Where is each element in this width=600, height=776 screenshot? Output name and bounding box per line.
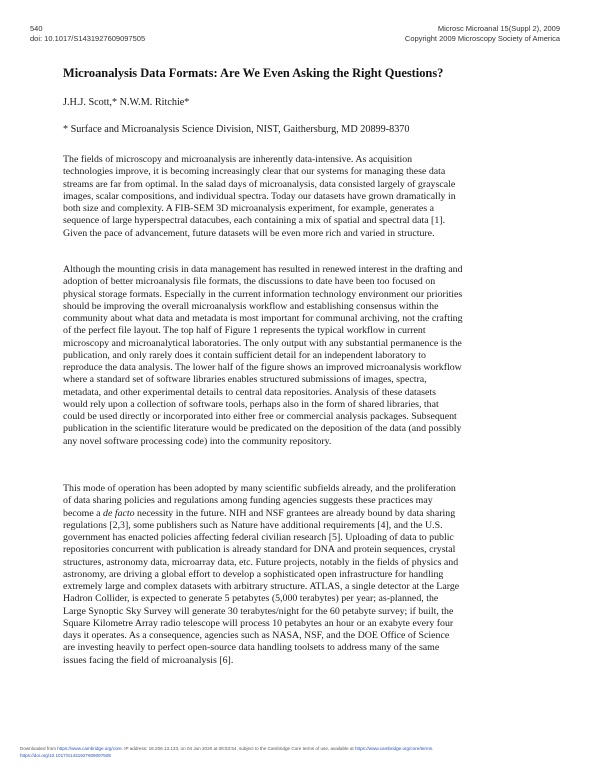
footer-end: .: [432, 746, 434, 751]
paragraph-line: technologies improve, it is becoming increasingly clear that our systems for managing these data: [63, 166, 446, 178]
paragraph-line: microscopy and microanalytical laboratories. The only output with any substantial permanence is the: [63, 337, 462, 349]
paragraph-line: any novel software processing code) into the community repository.: [63, 435, 332, 447]
paragraph-line: issues facing the field of microanalysis [6].: [63, 654, 234, 666]
paragraph-line: become a de facto necessity in the future. NIH and NSF grantees are already bound by data sharing: [63, 507, 456, 519]
paragraph-line: publication in the scientific literature would be predicated on the deposition of the data (and possibly: [63, 423, 462, 435]
terms-link[interactable]: https://www.cambridge.org/core/terms: [354, 746, 433, 751]
authors: J.H.J. Scott,* N.W.M. Ritchie*: [63, 97, 190, 108]
paragraph-line: extremely large and complex datasets with arbitrary structure. ATLAS, a single detector at the Large: [63, 581, 460, 593]
paragraph-line: Large Synoptic Sky Survey will generate 30 terabytes/night for the 60 petabyte survey; if built, the: [63, 605, 454, 617]
paragraph-line: where a standard set of software libraries enables structured submissions of images, spectra,: [63, 374, 427, 386]
copyright: Copyright 2009 Microscopy Society of America: [404, 34, 560, 43]
footer-middle: . IP address: 18.206.13.133, on 04 Jun 2020 at 08:53:54, subject to the Cambridge Core terms of use, available at: [121, 746, 354, 751]
paragraph-line: reproduce the data analysis. The lower half of the figure shows an improved microanalysis workflow: [63, 362, 462, 374]
paragraph-line: streams are far from optimal. In the salad days of microanalysis, data consisted largely of grayscale: [63, 178, 456, 190]
paragraph-line: physical storage formats. Especially in the current information technology environment our priorities: [63, 288, 463, 300]
paragraph-line: sequence of large hyperspectral datacubes, each containing a mix of spatial and spectral data [1].: [63, 215, 446, 227]
emphasis: de facto: [103, 507, 135, 519]
paragraph-2: [63, 264, 463, 448]
paragraph-line: are investing heavily to perfect open-source data handling toolsets to address many of the same: [63, 642, 440, 654]
paragraph-line: days it operates. As a consequence, agencies such as NASA, NSF, and the DOE Office of Science: [63, 630, 450, 642]
paragraph-line: The fields of microscopy and microanalysis are inherently data-intensive. As acquisition: [63, 154, 413, 165]
paragraph-line: of the perfect file layout. The top half of Figure 1 represents the typical workflow in current: [63, 325, 426, 337]
paragraph-line: publication, and only rarely does it contain sufficient detail for an independent laboratory to: [63, 349, 426, 361]
footer-prefix: Downloaded from: [20, 746, 57, 751]
paragraph-line: structures, astronomy data, microarray data, etc. Future projects, notably in the fields of physics and: [63, 556, 459, 568]
paragraph-line: metadata, and other experimental details to central data repositories. Analysis of these datasets: [63, 386, 436, 398]
paragraph-line: Given the pace of advancement, future datasets will be even more rich and varied in structure.: [63, 227, 435, 239]
paragraph-line: should be improving the overall microanalysis workflow and establishing consensus within the: [63, 300, 439, 312]
footer-line-1: [20, 745, 433, 752]
paragraph-line: Although the mounting crisis in data management has resulted in renewed interest in the drafting and: [63, 264, 463, 275]
paragraph-line: Hadron Collider, is expected to generate 5 petabytes (5,000 terabytes) per year; as-planned, the: [63, 593, 439, 605]
running-header-right: [405, 24, 560, 44]
paragraph-line: regulations [2,3], some publishers such as Nature have additional requirements [4], and the U.S.: [63, 519, 443, 531]
paragraph-line: images, scalar compositions, and individual spectra. Today our datasets have grown dramatically in: [63, 190, 456, 202]
paragraph-line: would rely upon a collection of software tools, perhaps also in the form of shared libraries, that: [63, 398, 439, 410]
paragraph-line: of data sharing policies and regulations among funding agencies suggests these practices may: [63, 495, 433, 507]
paragraph-1: [63, 154, 456, 240]
paragraph-line: Square Kilometre Array radio telescope will process 10 petabytes an hour or an exabyte every four: [63, 617, 454, 629]
doi: doi: 10.1017/S1431927609097505: [30, 34, 146, 43]
running-header-left: [30, 24, 145, 44]
download-footer: [20, 745, 433, 759]
page-number: 540: [30, 24, 43, 33]
paragraph-line: community about what data and metadata is most important for communal archiving, not the crafting: [63, 313, 463, 325]
paragraph-line: both size and complexity. A FIB-SEM 3D microanalysis experiment, for example, generates a: [63, 203, 434, 215]
paragraph-line: government has enacted policies affecting federal civilian research [5]. Uploading of data to public: [63, 532, 454, 544]
doi-link[interactable]: https://doi.org/10.1017/S1431927609097505: [20, 753, 111, 758]
paragraph-3: [63, 483, 459, 667]
article-title: Microanalysis Data Formats: Are We Even Asking the Right Questions?: [63, 66, 444, 80]
affiliation: * Surface and Microanalysis Science Division, NIST, Gaithersburg, MD 20899-8370: [63, 124, 410, 135]
paragraph-line: adoption of better microanalysis file formats, the discussions to date have been too focused on: [63, 276, 436, 288]
paragraph-line: This mode of operation has been adopted by many scientific subfields already, and the proliferation: [63, 483, 456, 494]
paragraph-line: astronomy, are driving a global effort to develop a sophisticated open infrastructure for handling: [63, 568, 444, 580]
paragraph-line: repositories concurrent with publication is already standard for DNA and protein sequences, crystal: [63, 544, 456, 556]
cambridge-core-link[interactable]: https://www.cambridge.org/core: [57, 746, 122, 751]
paragraph-line: could be used directly or incorporated into either free or commercial analysis packages. Subsequent: [63, 411, 457, 423]
footer-line-2: [20, 752, 433, 759]
journal-citation: Microsc Microanal 15(Suppl 2), 2009: [437, 24, 560, 33]
